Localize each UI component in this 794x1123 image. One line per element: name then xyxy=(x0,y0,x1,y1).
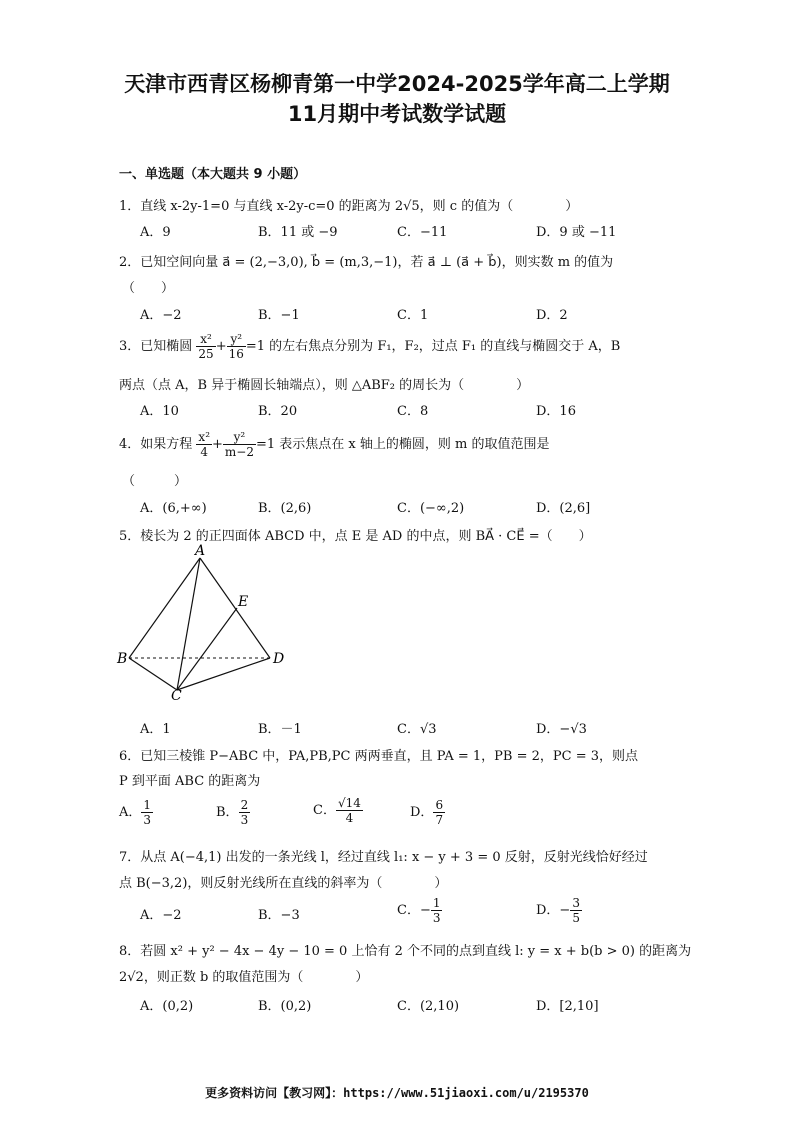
q6-option-c-label: C． xyxy=(313,803,336,818)
segment-ce xyxy=(177,608,237,690)
q4-frac1-num: x² xyxy=(198,430,210,444)
q5-option-b: B．－1 xyxy=(258,722,302,737)
q6-option-c-fraction xyxy=(336,796,363,825)
q3-fraction-y xyxy=(227,332,246,361)
q8-option-c: C．(2,10) xyxy=(397,999,460,1014)
q5-option-d: D．−√3 xyxy=(536,722,587,737)
q6-a-num: 1 xyxy=(143,798,152,812)
q6-option-d-label: D． xyxy=(410,805,434,820)
q7-d-num: 3 xyxy=(572,896,580,910)
question-7-stem-cont: 点 B(−3,2)，则反射光线所在直线的斜率为（ ） xyxy=(119,876,448,891)
question-5-stem: 5．棱长为 2 的正四面体 ABCD 中，点 E 是 AD 的中点，则 BA⃗ · CE⃗ =（ ） xyxy=(119,529,592,544)
q4-frac1-den: 4 xyxy=(200,445,209,459)
q7-c-den: 3 xyxy=(432,911,441,925)
q6-c-num: √14 xyxy=(337,796,361,810)
q7-option-d-fraction xyxy=(570,896,582,925)
q4-fraction-y xyxy=(223,430,256,459)
q8-option-d: D．[2,10] xyxy=(536,999,599,1014)
q6-a-den: 3 xyxy=(143,813,152,827)
q4-stem-pre: 4．如果方程 xyxy=(119,437,193,452)
question-3-stem: 3．已知椭圆 $\frac{\text{x²}}{25}$ + $\frac{\text{y²}}{16}$ =1 的左右焦点分别为 F₁，F₂，过点 F₁ 的直线与椭圆交于 A，B xyxy=(119,332,621,361)
q1-option-b: B．11 或 −9 xyxy=(258,225,338,240)
q6-d-num: 6 xyxy=(435,798,444,812)
q3-frac2-num: y² xyxy=(227,332,246,347)
q3-option-b: B．20 xyxy=(258,404,298,419)
question-2-stem-cont: （ ） xyxy=(122,281,175,296)
label-e: E xyxy=(238,594,249,610)
question-2-stem: 2．已知空间向量 a⃗ = (2,−3,0), b⃗ = (m,3,−1)，若 a⃗ ⊥ (a⃗ + b⃗)，则实数 m 的值为 xyxy=(119,255,614,270)
q7-d-den: 5 xyxy=(572,911,580,925)
section-heading: 一、单选题（本大题共 9 小题） xyxy=(119,167,307,182)
footer-link[interactable]: 更多资料访问【教习网】：https://www.51jiaoxi.com/u/2195370 xyxy=(205,1086,589,1100)
q7-option-c xyxy=(397,896,442,925)
q3-option-c: C．8 xyxy=(397,404,429,419)
tetrahedron-figure xyxy=(115,542,295,700)
q1-option-a: A．9 xyxy=(140,225,171,240)
question-4-stem-cont: （ ） xyxy=(122,474,188,489)
q6-c-den: 4 xyxy=(345,811,354,825)
q7-option-d-label: D．− xyxy=(536,903,571,918)
q2-option-d: D．2 xyxy=(536,308,568,323)
question-7-stem: 7．从点 A(−4,1) 出发的一条光线 l，经过直线 l₁: x − y + 3 = 0 反射，反射光线恰好经过 xyxy=(119,850,648,865)
q4-frac2-num: y² xyxy=(223,430,256,445)
q4-option-a: A．(6,+∞) xyxy=(140,501,207,516)
q6-option-a-fraction xyxy=(141,798,153,827)
q7-c-num: 1 xyxy=(432,896,441,910)
q5-option-a: A．1 xyxy=(140,722,171,737)
q6-option-c xyxy=(313,796,363,825)
question-4-stem: 4．如果方程 $\frac{\text{x²}}{4}$ + $\frac{\text{y²}}{m-2}$ =1 表示焦点在 x 轴上的椭圆，则 m 的取值范围是 xyxy=(119,430,550,459)
q6-b-num: 2 xyxy=(240,798,249,812)
page-title-line2: 11月期中考试数学试题 xyxy=(287,102,507,126)
q6-option-d-fraction xyxy=(433,798,445,827)
q3-fraction-x xyxy=(196,332,215,361)
question-1-stem: 1．直线 x-2y-1=0 与直线 x-2y-c=0 的距离为 2√5，则 c 的值为（ ） xyxy=(119,199,579,214)
q6-option-b-label: B． xyxy=(216,805,239,820)
label-b: B xyxy=(117,651,128,667)
page-title-line1: 天津市西青区杨柳青第一中学2024-2025学年高二上学期 xyxy=(124,72,670,96)
label-a: A xyxy=(195,543,206,559)
edge-ad xyxy=(200,558,270,658)
q6-option-b-fraction xyxy=(239,798,251,827)
q8-option-b: B．(0,2) xyxy=(258,999,312,1014)
question-8-stem-cont: 2√2，则正数 b 的取值范围为（ ） xyxy=(119,970,369,985)
q3-frac1-num: x² xyxy=(196,332,215,347)
q7-option-b: B．−3 xyxy=(258,908,300,923)
question-6-stem: 6．已知三棱锥 P−ABC 中，PA,PB,PC 两两垂直，且 PA = 1，PB = 2，PC = 3，则点 xyxy=(119,749,638,764)
q8-option-a: A．(0,2) xyxy=(140,999,194,1014)
q2-option-b: B．−1 xyxy=(258,308,300,323)
q6-option-a xyxy=(119,798,153,827)
q2-option-a: A．−2 xyxy=(140,308,182,323)
q4-stem-post: =1 表示焦点在 x 轴上的椭圆，则 m 的取值范围是 xyxy=(255,437,550,452)
q6-d-den: 7 xyxy=(435,813,444,827)
q3-option-a: A．10 xyxy=(140,404,179,419)
q7-option-c-label: C．− xyxy=(397,903,431,918)
question-8-stem: 8．若圆 x² + y² − 4x − 4y − 10 = 0 上恰有 2 个不同的点到直线 l: y = x + b(b > 0) 的距离为 xyxy=(119,944,692,959)
edge-ac xyxy=(177,558,200,690)
q3-stem-post: =1 的左右焦点分别为 F₁，F₂，过点 F₁ 的直线与椭圆交于 A，B xyxy=(245,339,621,354)
edge-ab xyxy=(129,558,200,658)
q4-option-d: D．(2,6] xyxy=(536,501,591,516)
q3-stem-pre: 3．已知椭圆 xyxy=(119,339,193,354)
question-3-stem-cont: 两点（点 A，B 异于椭圆长轴端点），则 △ABF₂ 的周长为（ ） xyxy=(119,378,530,393)
q6-option-b xyxy=(216,798,250,827)
q6-b-den: 3 xyxy=(240,813,249,827)
q1-option-d: D．9 或 −11 xyxy=(536,225,617,240)
q6-option-d xyxy=(410,798,445,827)
q7-option-d xyxy=(536,896,582,925)
q3-frac1-den: 25 xyxy=(198,347,214,361)
q4-frac2-den: m−2 xyxy=(224,445,254,459)
label-c: C xyxy=(171,688,182,700)
q7-option-c-fraction xyxy=(431,896,443,925)
q6-option-a-label: A． xyxy=(119,805,142,820)
q1-option-c: C．−11 xyxy=(397,225,448,240)
q4-option-c: C．(−∞,2) xyxy=(397,501,465,516)
label-d: D xyxy=(273,651,285,667)
q3-option-d: D．16 xyxy=(536,404,576,419)
q4-fraction-x xyxy=(196,430,212,459)
q4-option-b: B．(2,6) xyxy=(258,501,312,516)
question-6-stem-cont: P 到平面 ABC 的距离为 xyxy=(119,774,261,789)
q7-option-a: A．−2 xyxy=(140,908,182,923)
edge-bc xyxy=(129,658,177,690)
q5-option-c: C．√3 xyxy=(397,722,437,737)
edge-cd xyxy=(177,658,270,690)
q3-frac2-den: 16 xyxy=(228,347,244,361)
q2-option-c: C．1 xyxy=(397,308,429,323)
